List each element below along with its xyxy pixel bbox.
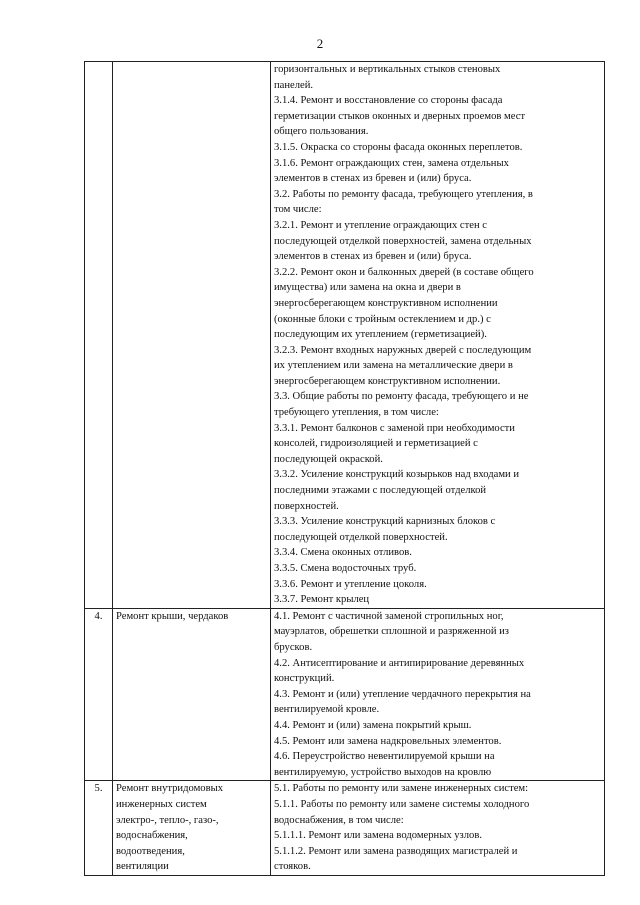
work-description-cell bbox=[271, 608, 605, 781]
work-description-line: 3.2. Работы по ремонту фасада, требующего утепления, в bbox=[274, 188, 533, 200]
work-description-line: панелей. bbox=[274, 79, 314, 91]
work-description-line: 3.3.5. Смена водосточных труб. bbox=[274, 563, 417, 574]
work-description-line: энергосберегающем конструктивном исполнении bbox=[274, 297, 498, 309]
work-description-line: горизонтальных и вертикальных стыков стеновых bbox=[274, 64, 501, 75]
row-number-cell bbox=[85, 608, 113, 781]
row-number: 5. bbox=[94, 783, 103, 795]
work-type-line: водоотведения, bbox=[116, 845, 185, 857]
work-description-line: элементов в стенах из бревен и (или) бруса. bbox=[274, 251, 472, 263]
work-type-cell bbox=[113, 781, 271, 876]
work-type-line: водоснабжения, bbox=[116, 830, 188, 842]
work-description-line: 3.2.2. Ремонт окон и балконных дверей (в составе общего bbox=[274, 266, 534, 278]
work-description-line: брусков. bbox=[274, 641, 313, 653]
work-type-line: инженерных систем bbox=[116, 798, 207, 810]
work-type-line: Ремонт крыши, чердаков bbox=[116, 610, 229, 622]
work-description-line: 5.1.1.1. Ремонт или замена водомерных узлов. bbox=[274, 830, 482, 842]
work-description-line: элементов в стенах из бревен и (или) бруса. bbox=[274, 173, 472, 185]
row-number-cell bbox=[85, 781, 113, 876]
work-description-line: 5.1. Работы по ремонту или замене инженерных систем: bbox=[274, 783, 529, 795]
work-description-line: 4.4. Ремонт и (или) замена покрытий крыш. bbox=[274, 719, 472, 731]
work-description-cell bbox=[271, 62, 605, 609]
work-description-line: 4.3. Ремонт и (или) утепление чердачного перекрытия на bbox=[274, 688, 531, 700]
work-description-line: последующим их утеплением (герметизацией). bbox=[274, 329, 487, 341]
work-description-line: 3.2.3. Ремонт входных наружных дверей с последующим bbox=[274, 344, 532, 356]
work-description-line: 3.3.3. Усиление конструкций карнизных блоков с bbox=[274, 516, 496, 528]
work-type-line: электро-, тепло-, газо-, bbox=[116, 814, 219, 826]
work-description-line: 3.1.4. Ремонт и восстановление со стороны фасада bbox=[274, 95, 503, 107]
work-description-line: последующей отделкой поверхностей, замена отдельных bbox=[274, 235, 532, 247]
work-description-line: конструкций. bbox=[274, 673, 335, 685]
work-description-line: герметизации стыков оконных и дверных проемов мест bbox=[274, 110, 526, 122]
table-row bbox=[85, 781, 605, 876]
work-type-cell bbox=[113, 62, 271, 609]
work-description-cell bbox=[271, 781, 605, 876]
work-description-line: имущества) или замена на окна и двери в bbox=[274, 282, 461, 294]
work-description-line: 3.2.1. Ремонт и утепление ограждающих стен с bbox=[274, 219, 487, 231]
work-description-line: консолей, гидроизоляцией и герметизацией с bbox=[274, 438, 478, 450]
work-description-line: последующей окраской. bbox=[274, 453, 383, 465]
work-description-line: 5.1.1. Работы по ремонту или замене системы холодного bbox=[274, 798, 530, 810]
work-description-line: 4.5. Ремонт или замена надкровельных элементов. bbox=[274, 735, 502, 747]
work-description-line: том числе: bbox=[274, 204, 322, 216]
work-description-line: 3.3.7. Ремонт крылец bbox=[274, 594, 370, 606]
work-description-line: энергосберегающем конструктивном исполнении. bbox=[274, 375, 501, 387]
work-description-line: 5.1.1.2. Ремонт или замена разводящих магистралей и bbox=[274, 845, 518, 857]
row-number-cell bbox=[85, 62, 113, 609]
work-description-line: 3.3.6. Ремонт и утепление цоколя. bbox=[274, 578, 427, 590]
work-description-line: 4.1. Ремонт с частичной заменой стропильных ног, bbox=[274, 610, 504, 622]
work-description-line: вентилируемой кровле. bbox=[274, 704, 380, 716]
work-description-line: 3.3.2. Усиление конструкций козырьков над входами и bbox=[274, 469, 520, 481]
work-description-line: поверхностей. bbox=[274, 500, 339, 512]
work-description-line: 4.6. Переустройство невентилируемой крыши на bbox=[274, 751, 495, 763]
work-description-line: 3.3. Общие работы по ремонту фасада, требующего и не bbox=[274, 391, 529, 403]
work-description-line: их утеплением или замена на металлические двери в bbox=[274, 360, 513, 372]
row-number: 4. bbox=[94, 610, 103, 622]
work-type-line: вентиляции bbox=[116, 861, 169, 873]
work-description-line: требующего утепления, в том числе: bbox=[274, 407, 439, 419]
work-description-line: 3.3.1. Ремонт балконов с заменой при необходимости bbox=[274, 422, 515, 434]
page-number: 2 bbox=[316, 36, 324, 51]
table-row bbox=[85, 62, 605, 609]
work-description-line: мауэрлатов, обрешетки сплошной и разряженной из bbox=[274, 626, 509, 638]
work-description-line: вентилируемую, устройство выходов на кровлю bbox=[274, 766, 492, 778]
work-type-cell bbox=[113, 608, 271, 781]
work-description-line: 3.1.5. Окраска со стороны фасада оконных переплетов. bbox=[274, 141, 523, 153]
work-description-line: общего пользования. bbox=[274, 126, 369, 138]
work-description-line: последними этажами с последующей отделкой bbox=[274, 485, 487, 497]
work-description-line: водоснабжения, в том числе: bbox=[274, 814, 404, 826]
work-description-line: последующей отделкой поверхностей. bbox=[274, 531, 448, 543]
work-description-line: 3.3.4. Смена оконных отливов. bbox=[274, 547, 412, 559]
work-type-line: Ремонт внутридомовых bbox=[116, 783, 223, 795]
work-description-line: 3.1.6. Ремонт ограждающих стен, замена отдельных bbox=[274, 157, 509, 169]
work-description-line: 4.2. Антисептирование и антипирирование деревянных bbox=[274, 657, 525, 669]
works-table bbox=[84, 61, 605, 876]
table-row bbox=[85, 608, 605, 781]
work-description-line: стояков. bbox=[274, 861, 311, 873]
work-description-line: (оконные блоки с тройным остеклением и др.) с bbox=[274, 313, 491, 325]
works-table-body bbox=[85, 62, 605, 876]
